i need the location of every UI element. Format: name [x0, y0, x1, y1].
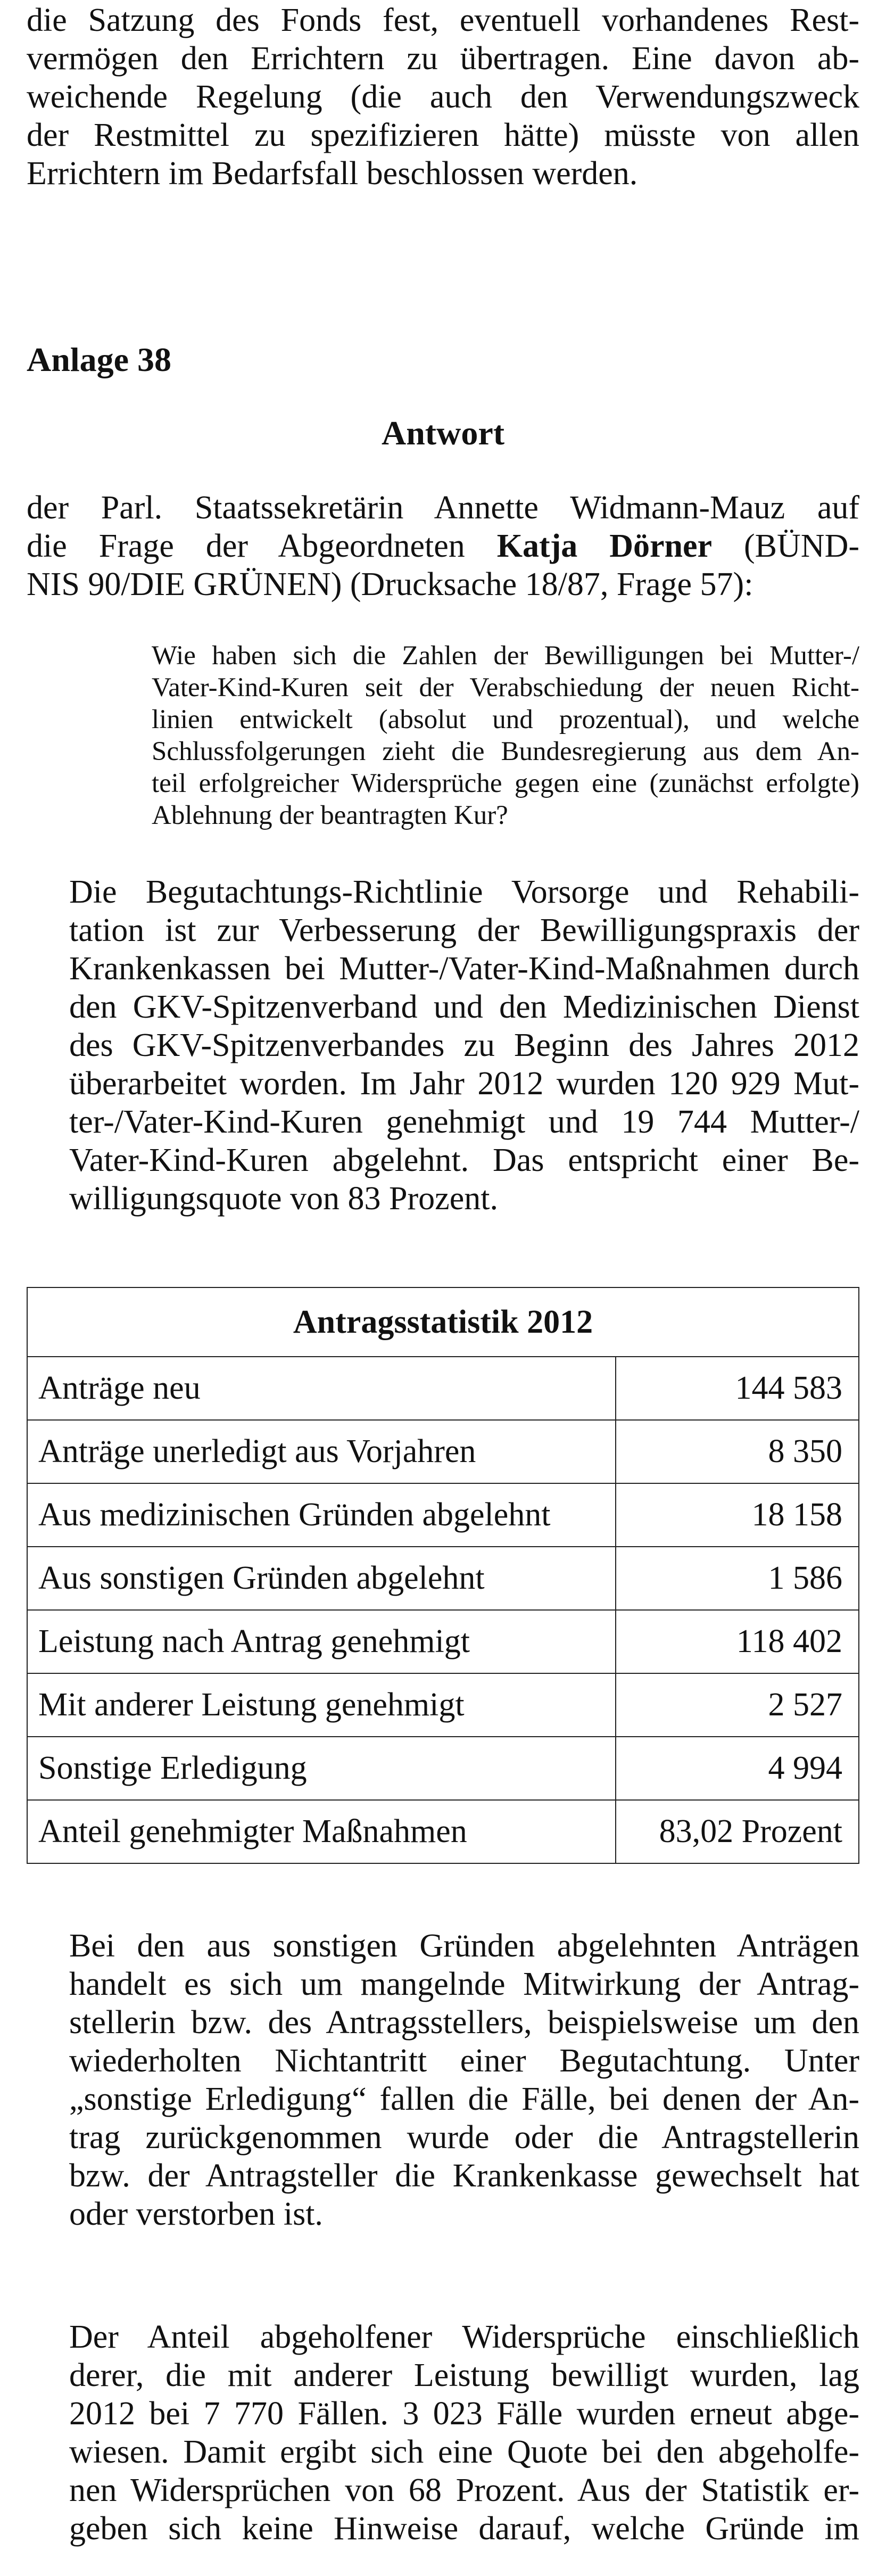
row-value: 144 583	[616, 1357, 859, 1420]
intro-paragraph	[27, 1, 859, 193]
table-row	[27, 1610, 859, 1673]
text-line: wiederholten Nichtantritt einer Begutachtung. Unter	[69, 2043, 859, 2079]
text-line: überarbeitet worden. Im Jahr 2012 wurden 120 929 Mut-	[69, 1066, 859, 1102]
text-line: bzw. der Antragsteller die Krankenkasse gewechselt hat	[69, 2158, 859, 2194]
text-line: vermögen den Errichtern zu übertragen. Eine davon ab-	[27, 40, 859, 77]
row-value: 83,02 Prozent	[616, 1800, 859, 1863]
row-value: 118 402	[616, 1610, 859, 1673]
text-line: handelt es sich um mangelnde Mitwirkung der Antrag-	[69, 1966, 859, 2002]
text-line: oder verstorben ist.	[69, 2196, 323, 2232]
table-row	[27, 1483, 859, 1547]
text-line: den GKV-Spitzenverband und den Medizinischen Dienst	[69, 989, 859, 1025]
text-line: Der Anteil abgeholfener Widersprüche einschließlich	[69, 2319, 859, 2355]
text-line: Schlussfolgerungen zieht die Bundesregierung aus dem An-	[152, 737, 859, 766]
text-line: der Parl. Staatssekretärin Annette Widmann-Mauz auf	[27, 490, 859, 526]
table-row	[27, 1673, 859, 1737]
text-line: Die Begutachtungs-Richtlinie Vorsorge und Rehabili-	[69, 874, 859, 910]
text-line: NIS 90/DIE GRÜNEN) (Drucksache 18/87, Frage 57):	[27, 566, 753, 602]
text-line: Vater-Kind-Kuren seit der Verabschiedung der neuen Richt-	[152, 673, 859, 703]
text-line: Wie haben sich die Zahlen der Bewilligungen bei Mutter-/	[152, 641, 859, 671]
text-line: stellerin bzw. des Antragsstellers, beispielsweise um den	[69, 2004, 859, 2041]
statistics-table	[27, 1287, 859, 1864]
text-line: linien entwickelt (absolut und prozentual), und welche	[152, 705, 859, 734]
text-line: nen Widersprüchen von 68 Prozent. Aus der Statistik er-	[69, 2472, 859, 2508]
row-value: 18 158	[616, 1483, 859, 1547]
table-row	[27, 1737, 859, 1800]
text-line: Bei den aus sonstigen Gründen abgelehnten Anträgen	[69, 1928, 859, 1964]
row-label: Mit anderer Leistung genehmigt	[27, 1673, 616, 1737]
text-line: die Satzung des Fonds fest, eventuell vorhandenes Rest-	[27, 2, 859, 38]
row-value: 2 527	[616, 1673, 859, 1737]
row-value: 8 350	[616, 1420, 859, 1483]
table-title: Antragsstatistik 2012	[27, 1287, 859, 1357]
table-header-row	[27, 1287, 859, 1357]
text-line: tation ist zur Verbesserung der Bewilligungspraxis der	[69, 912, 859, 948]
text-line: Krankenkassen bei Mutter-/Vater-Kind-Maßnahmen durch	[69, 951, 859, 987]
text-line: Ablehnung der beantragten Kur?	[152, 800, 508, 830]
answer-paragraph-2	[27, 1927, 859, 2233]
text-line: der Restmittel zu spezifizieren hätte) müsste von allen	[27, 117, 859, 153]
table-row	[27, 1800, 859, 1863]
text-line: Errichtern im Bedarfsfall beschlossen werden.	[27, 155, 638, 192]
row-label: Anteil genehmigter Maßnahmen	[27, 1800, 616, 1863]
text-line: willigungsquote von 83 Prozent.	[69, 1180, 498, 1217]
answer-title: Antwort	[381, 414, 505, 452]
row-label: Leistung nach Antrag genehmigt	[27, 1610, 616, 1673]
question-quote	[152, 640, 859, 831]
text-line: „sonstige Erledigung“ fallen die Fälle, bei denen der An-	[69, 2081, 859, 2117]
text-line: teil erfolgreicher Widersprüche gegen eine (zunächst erfolgte)	[152, 769, 859, 798]
row-label: Aus medizinischen Gründen abgelehnt	[27, 1483, 616, 1547]
text-line: ter-/Vater-Kind-Kuren genehmigt und 19 744 Mutter-/	[69, 1104, 859, 1140]
member-name: Katja Dörner	[496, 528, 713, 564]
text-line: Vater-Kind-Kuren abgelehnt. Das entspricht einer Be-	[69, 1142, 859, 1178]
table-row	[27, 1420, 859, 1483]
text-line: wiesen. Damit ergibt sich eine Quote bei den abgeholfe-	[69, 2434, 859, 2470]
row-value: 4 994	[616, 1737, 859, 1800]
row-label: Anträge neu	[27, 1357, 616, 1420]
text-line: des GKV-Spitzenverbandes zu Beginn des Jahres 2012	[69, 1027, 859, 1063]
answer-paragraph-1	[27, 873, 859, 1218]
row-value: 1 586	[616, 1547, 859, 1610]
text-line: geben sich keine Hinweise darauf, welche Gründe im	[69, 2511, 859, 2547]
text-fragment: die Frage der Abgeordneten	[27, 528, 497, 564]
text-line: trag zurückgenommen wurde oder die Antragstellerin	[69, 2119, 859, 2156]
answer-paragraph-3	[27, 2318, 859, 2548]
appendix-label: Anlage 38	[27, 341, 171, 378]
text-line: weichende Regelung (die auch den Verwendungszweck	[27, 79, 859, 115]
answer-intro	[27, 489, 859, 604]
text-fragment: (BÜND-	[712, 528, 859, 564]
table-row	[27, 1547, 859, 1610]
text-line: 2012 bei 7 770 Fällen. 3 023 Fälle wurden erneut abge-	[69, 2396, 859, 2432]
text-line: derer, die mit anderer Leistung bewilligt wurden, lag	[69, 2357, 859, 2393]
text-line	[27, 527, 859, 565]
table-row	[27, 1357, 859, 1420]
row-label: Anträge unerledigt aus Vorjahren	[27, 1420, 616, 1483]
row-label: Aus sonstigen Gründen abgelehnt	[27, 1547, 616, 1610]
row-label: Sonstige Erledigung	[27, 1737, 616, 1800]
